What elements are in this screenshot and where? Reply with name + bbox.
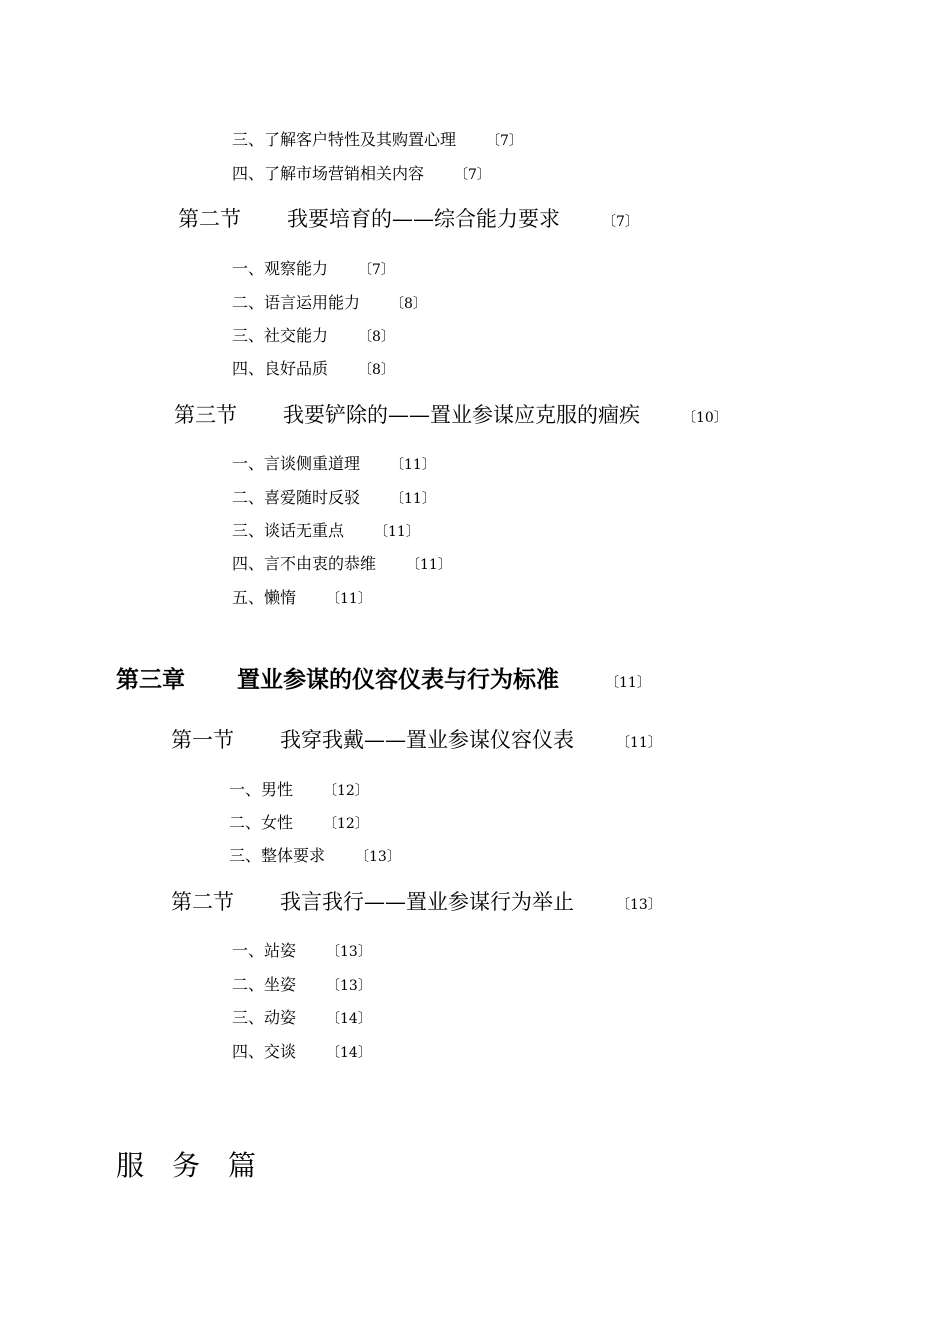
toc-page-number: 〔11〕 (326, 591, 372, 607)
toc-page-number: 〔11〕 (616, 735, 662, 751)
toc-item (229, 843, 401, 866)
part-heading: 服务篇 (116, 1149, 285, 1182)
section-number: 第一节 (171, 728, 234, 752)
toc-section (178, 203, 639, 233)
toc-section (171, 886, 662, 916)
toc-item-label: 一、站姿 (232, 941, 297, 960)
toc-item (232, 518, 420, 541)
toc-item-label: 三、了解客户特性及其购置心理 (232, 130, 457, 149)
toc-item (232, 1005, 372, 1028)
toc-page-number: 〔13〕 (326, 978, 372, 994)
toc-item-label: 二、语言运用能力 (232, 293, 361, 312)
toc-page-number: 〔7〕 (486, 133, 523, 149)
toc-item (232, 938, 372, 961)
toc-page-number: 〔7〕 (602, 214, 639, 230)
chapter-number: 第三章 (116, 666, 185, 693)
toc-item (232, 323, 395, 346)
toc-chapter (116, 661, 651, 694)
toc-item (232, 585, 372, 608)
section-title: 我要铲除的——置业参谋应克服的痼疾 (283, 403, 640, 427)
chapter-title: 置业参谋的仪容仪表与行为标准 (237, 666, 559, 693)
toc-page-number: 〔7〕 (454, 167, 491, 183)
toc-item (232, 161, 491, 184)
section-number: 第二节 (178, 207, 241, 231)
toc-item-label: 一、男性 (229, 780, 294, 799)
toc-item-label: 三、动姿 (232, 1008, 297, 1027)
toc-item (232, 127, 523, 150)
toc-page-number: 〔10〕 (682, 410, 728, 426)
toc-page-number: 〔8〕 (358, 362, 395, 378)
toc-page-number: 〔14〕 (326, 1045, 372, 1061)
toc-page-number: 〔11〕 (374, 524, 420, 540)
section-title: 我要培育的——综合能力要求 (287, 207, 560, 231)
toc-page-number: 〔11〕 (390, 491, 436, 507)
toc-item (229, 810, 369, 833)
toc-page-number: 〔13〕 (355, 849, 401, 865)
toc-page-number: 〔13〕 (326, 944, 372, 960)
toc-item (232, 485, 436, 508)
toc-item (232, 1039, 372, 1062)
toc-item-label: 三、谈话无重点 (232, 521, 345, 540)
toc-item (232, 356, 395, 379)
toc-page-number: 〔8〕 (390, 296, 427, 312)
toc-page-number: 〔14〕 (326, 1011, 372, 1027)
toc-item (232, 256, 395, 279)
toc-item (232, 451, 436, 474)
toc-page-number: 〔12〕 (323, 816, 369, 832)
toc-page-number: 〔8〕 (358, 329, 395, 345)
toc-item (232, 551, 452, 574)
toc-item-label: 二、女性 (229, 813, 294, 832)
toc-page-number: 〔13〕 (616, 897, 662, 913)
toc-page-number: 〔11〕 (390, 457, 436, 473)
section-number: 第三节 (174, 403, 237, 427)
toc-item-label: 四、了解市场营销相关内容 (232, 164, 425, 183)
section-title: 我穿我戴——置业参谋仪容仪表 (280, 728, 574, 752)
toc-item-label: 二、喜爱随时反驳 (232, 488, 361, 507)
toc-page-number: 〔12〕 (323, 783, 369, 799)
toc-item (232, 972, 372, 995)
toc-section (174, 399, 728, 429)
toc-page-number: 〔11〕 (406, 557, 452, 573)
toc-item-label: 四、良好品质 (232, 359, 329, 378)
toc-item-label: 三、整体要求 (229, 846, 326, 865)
toc-item (232, 290, 427, 313)
toc-item-label: 一、言谈侧重道理 (232, 454, 361, 473)
toc-section (171, 724, 662, 754)
toc-page-number: 〔7〕 (358, 262, 395, 278)
toc-item-label: 三、社交能力 (232, 326, 329, 345)
toc-item-label: 四、言不由衷的恭维 (232, 554, 377, 573)
toc-item-label: 四、交谈 (232, 1042, 297, 1061)
section-title: 我言我行——置业参谋行为举止 (280, 890, 574, 914)
section-number: 第二节 (171, 890, 234, 914)
toc-page-number: 〔11〕 (605, 675, 651, 691)
toc-item-label: 二、坐姿 (232, 975, 297, 994)
toc-item-label: 一、观察能力 (232, 259, 329, 278)
toc-item-label: 五、懒惰 (232, 588, 297, 607)
toc-item (229, 777, 369, 800)
